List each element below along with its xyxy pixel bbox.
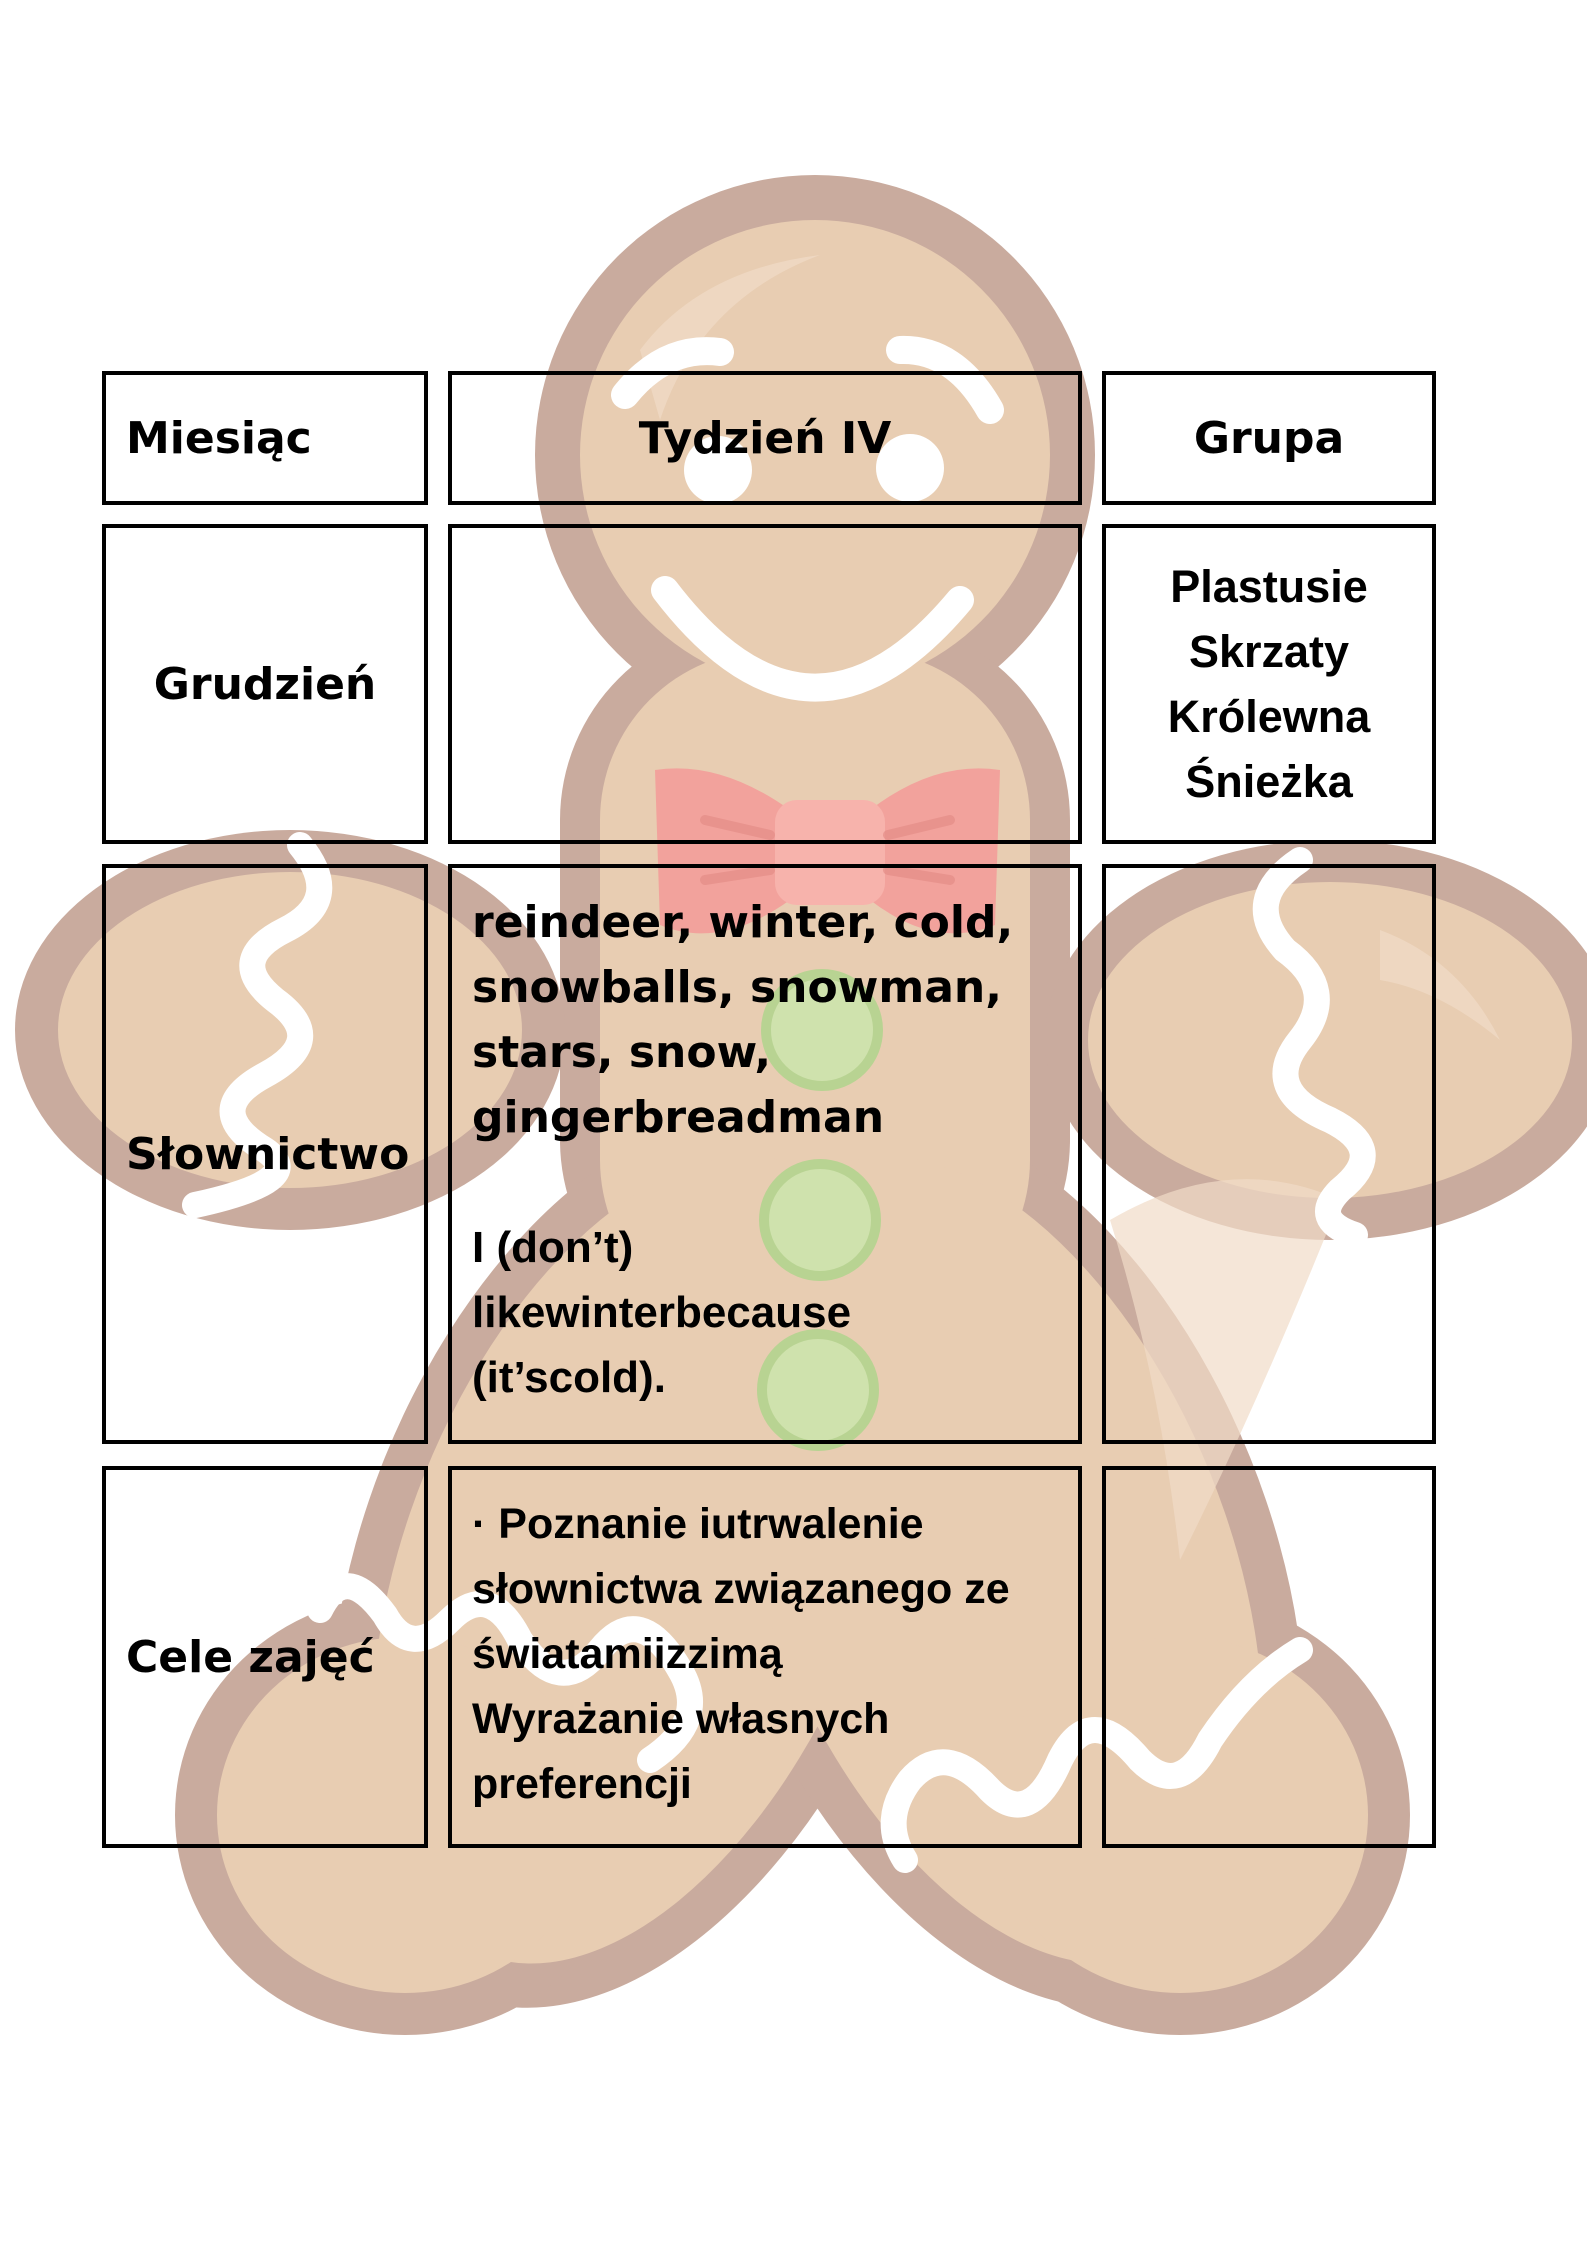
month-value: Grudzień bbox=[153, 658, 377, 710]
group-header-cell bbox=[1102, 371, 1436, 505]
vocabulary-line: gingerbreadman bbox=[472, 1092, 885, 1143]
goal-line: światamiizzimą bbox=[472, 1630, 783, 1678]
week-header-cell bbox=[448, 371, 1082, 505]
vocabulary-group-cell bbox=[1102, 864, 1436, 1444]
goal-line: słownictwa związanego ze bbox=[472, 1565, 1010, 1613]
groups-list bbox=[1168, 554, 1371, 814]
vocabulary-line: snowballs, snowman, bbox=[472, 962, 1002, 1013]
vocabulary-phrase bbox=[472, 1215, 1058, 1410]
week-header-label: Tydzień IV bbox=[638, 412, 892, 464]
goals-label-cell bbox=[102, 1466, 428, 1848]
group-name: Plastusie bbox=[1170, 561, 1368, 612]
goal-line: · Poznanie iutrwalenie bbox=[472, 1500, 924, 1548]
vocabulary-line: stars, snow, bbox=[472, 1027, 772, 1078]
group-name: Śnieżka bbox=[1185, 756, 1353, 807]
goals-group-cell bbox=[1102, 1466, 1436, 1848]
week-value-cell bbox=[448, 524, 1082, 844]
goal-line: preferencji bbox=[472, 1760, 692, 1808]
vocabulary-spacer bbox=[472, 1150, 1058, 1215]
vocabulary-line: reindeer, winter, cold, bbox=[472, 897, 1014, 948]
goals-label: Cele zajęć bbox=[126, 1631, 375, 1683]
goal-line: Wyrażanie własnych bbox=[472, 1695, 890, 1743]
month-value-cell bbox=[102, 524, 428, 844]
group-header-label: Grupa bbox=[1193, 412, 1345, 464]
vocabulary-content-cell bbox=[448, 864, 1082, 1444]
goals-content-cell bbox=[448, 1466, 1082, 1848]
group-name: Skrzaty bbox=[1188, 626, 1350, 677]
phrase-line: I (don’t) bbox=[472, 1223, 634, 1272]
phrase-line: (it’scold). bbox=[472, 1353, 666, 1402]
month-header-label: Miesiąc bbox=[126, 412, 312, 464]
phrase-line: likewinterbecause bbox=[472, 1288, 852, 1337]
month-header-cell bbox=[102, 371, 428, 505]
group-name: Królewna bbox=[1167, 691, 1371, 742]
vocabulary-label-cell bbox=[102, 864, 428, 1444]
vocabulary-label: Słownictwo bbox=[126, 1128, 410, 1180]
groups-cell bbox=[1102, 524, 1436, 844]
